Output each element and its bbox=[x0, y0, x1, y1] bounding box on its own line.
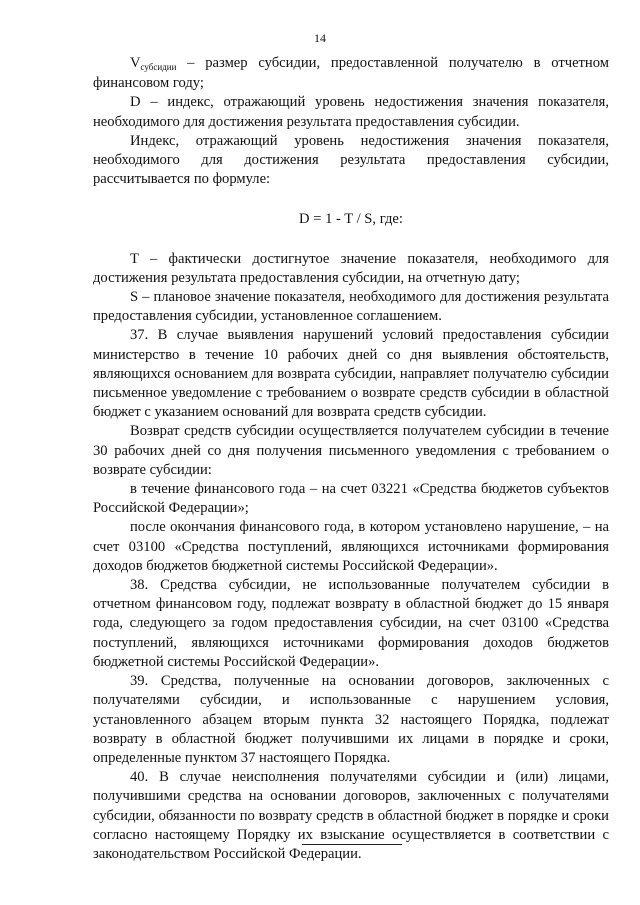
paragraph-37: 37. В случае выявления нарушений условий предоставления субсидии министерство в течение 10 рабочих дней со дня выявления обстоятельств, являющихся основанием для возврата субсидии, направляет получателю субсидии письменное уведомление с требованием о возврате средств субсидии в областной бюджет с указанием оснований для возврата средств субсидии. bbox=[93, 327, 609, 421]
paragraph-39: 39. Средства, полученные на основании договоров, заключенных с получателями субсидии, и использованные с нарушением условия, установленного абзацем вторым пункта 32 настоящего Порядка, подлежат возврату в областной бюджет получившими их лицами в порядке и сроки, определенные пунктом 37 настоящего Порядка. bbox=[93, 673, 609, 766]
document-body bbox=[93, 54, 609, 864]
paragraph-s-definition: S – плановое значение показателя, необходимого для достижения результата предоставления субсидии, установленное соглашением. bbox=[93, 289, 609, 325]
end-of-document-rule bbox=[302, 844, 402, 845]
paragraph-38: 38. Средства субсидии, не использованные получателем субсидии в отчетном финансовом году, подлежат возврату в областной бюджет до 15 января года, следующего за годом предоставления субсидии, на счет 03100 «Средства поступлений, являющихся источниками формирования доходов бюджетов бюджетной системы Российской Федерации». bbox=[93, 577, 609, 670]
page-number: 14 bbox=[314, 31, 326, 45]
variable-v: V bbox=[130, 55, 141, 71]
paragraph-refund-procedure: Возврат средств субсидии осуществляется получателем субсидии в течение 30 рабочих дней со дня получения письменного уведомления с требованием о возврате субсидии: bbox=[93, 423, 609, 478]
paragraph-account-03221: в течение финансового года – на счет 03221 «Средства бюджетов субъектов Российской Федерации»; bbox=[93, 481, 609, 517]
paragraph-t-definition: T – фактически достигнутое значение показателя, необходимого для достижения результата предоставления субсидии, на отчетную дату; bbox=[93, 250, 609, 286]
paragraph-v-subsidy bbox=[93, 54, 609, 93]
formula: D = 1 - T / S, где: bbox=[299, 211, 403, 228]
paragraph-account-03100: после окончания финансового года, в котором установлено нарушение, – на счет 03100 «Средства поступлений, являющихся источниками формирования доходов бюджетов бюджетной системы Российской Федерации». bbox=[93, 519, 609, 574]
paragraph-40: 40. В случае неисполнения получателями субсидии и (или) лицами, получившими средства на основании договоров, заключенных с получателями субсидии, обязанности по возврату средств в областной бюджет в порядке и сроки согласно настоящему Порядку их взыскание осуществляется в соответствии с законодательством Российской Федерации. bbox=[93, 769, 609, 862]
variable-v-subscript: субсидии bbox=[140, 62, 177, 72]
paragraph-text: – размер субсидии, предоставленной получателю в отчетном финансовом году; bbox=[93, 55, 609, 92]
paragraph-d-definition: D – индекс, отражающий уровень недостижения значения показателя, необходимого для достижения результата предоставления субсидии. bbox=[93, 94, 609, 130]
paragraph-index-formula-intro: Индекс, отражающий уровень недостижения значения показателя, необходимого для достижения результата предоставления субсидии, рассчитывается по формуле: bbox=[93, 132, 609, 188]
